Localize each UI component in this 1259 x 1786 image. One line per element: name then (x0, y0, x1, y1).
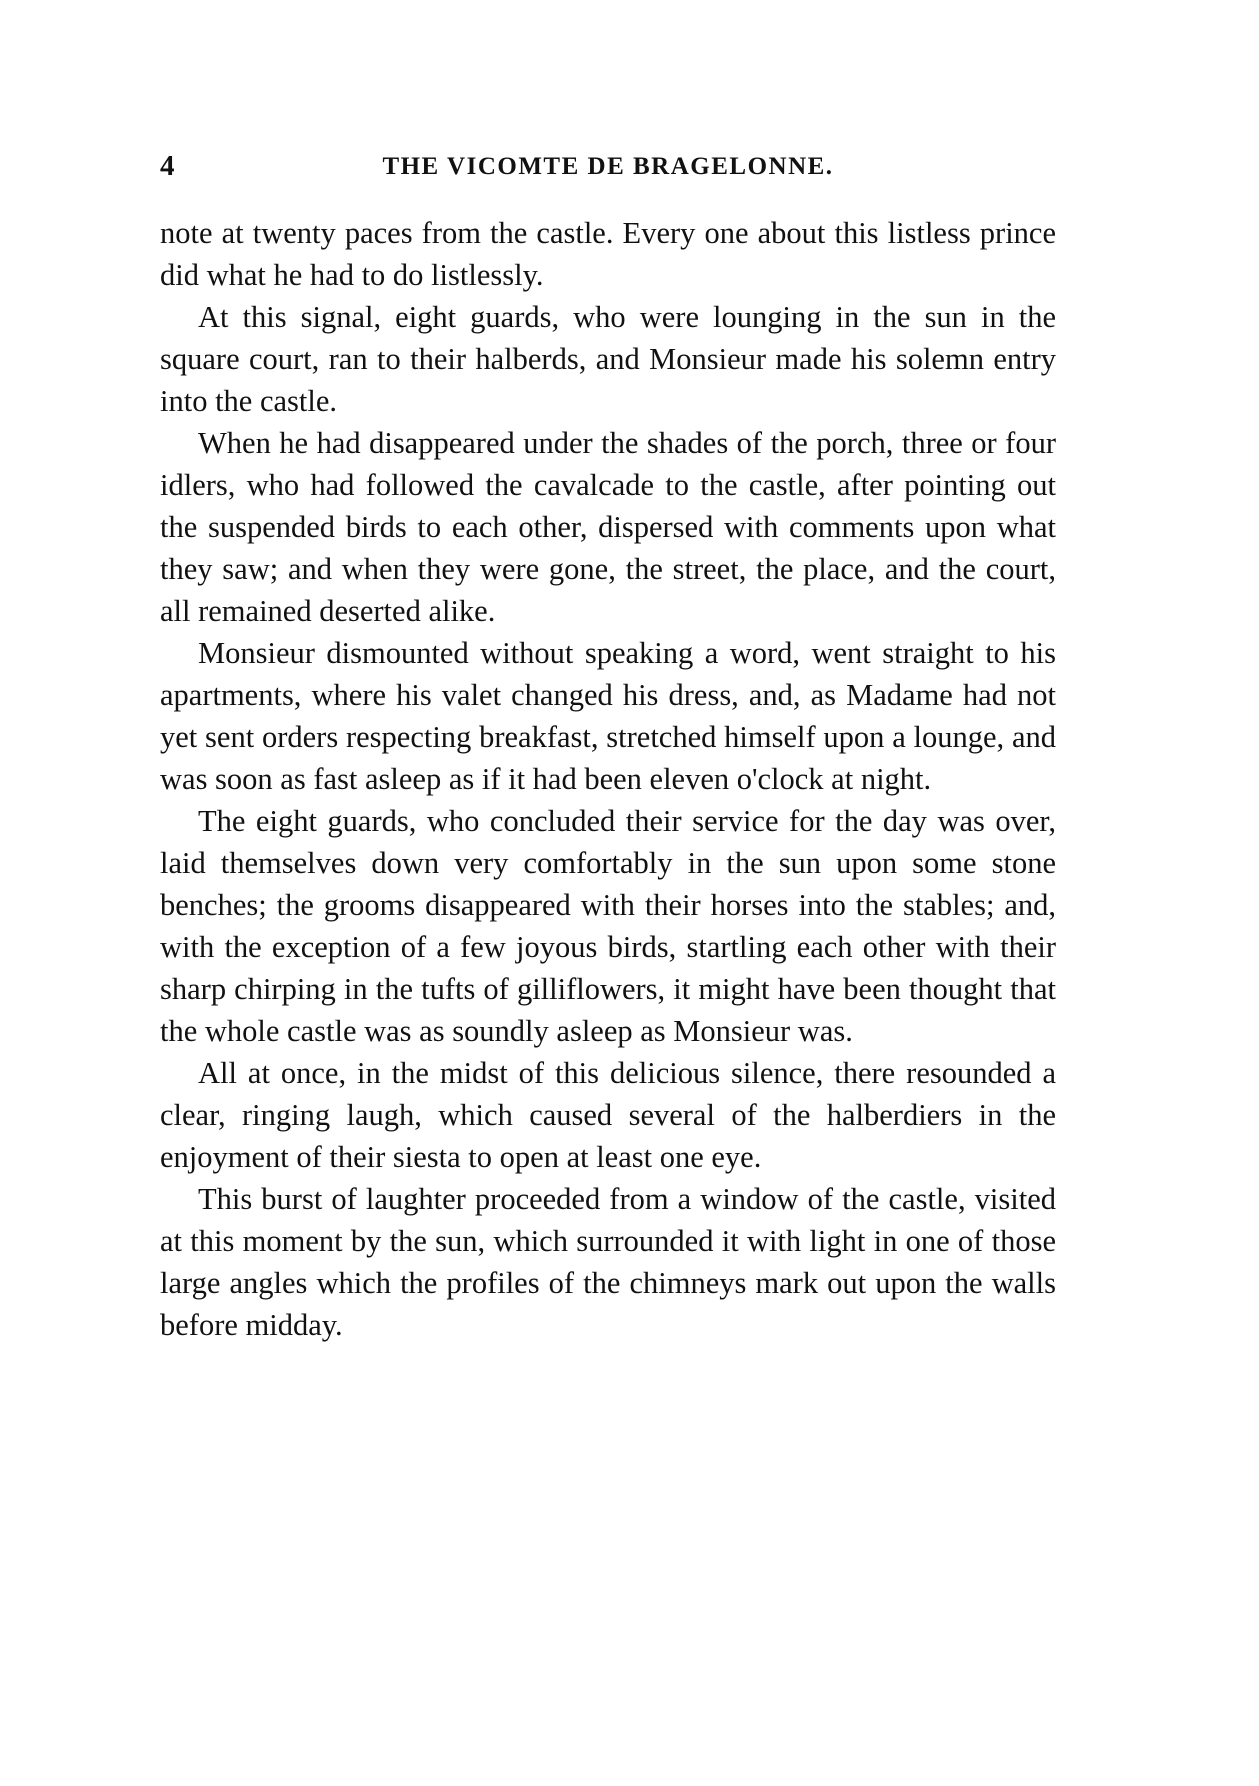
paragraph: All at once, in the midst of this delicious silence, there resounded a clear, ringing laugh, which caused several of the halberdiers in the enjoyment of their siesta to open at least one eye. (160, 1056, 1056, 1174)
paragraph: At this signal, eight guards, who were lounging in the sun in the square court, ran to their halberds, and Monsieur made his solemn entry into the castle. (160, 300, 1056, 418)
paragraph: When he had disappeared under the shades of the porch, three or four idlers, who had followed the cavalcade to the castle, after pointing out the suspended birds to each other, dispersed with comments upon what they saw; and when they were gone, the street, the place, and the court, all remained deserted alike. (160, 426, 1056, 628)
paragraph-continued: note at twenty paces from the castle. Every one about this listless prince did what he had to do listlessly. (160, 216, 1056, 292)
paragraph: Monsieur dismounted without speaking a word, went straight to his apartments, where his valet changed his dress, and, as Madame had not yet sent orders respecting breakfast, stretched himself upon a lounge, and was soon as fast asleep as if it had been eleven o'clock at night. (160, 636, 1056, 796)
paragraph: This burst of laughter proceeded from a window of the castle, visited at this moment by the sun, which surrounded it with light in one of those large angles which the profiles of the chimneys mark out upon the walls before midday. (160, 1182, 1056, 1342)
paragraph: The eight guards, who concluded their service for the day was over, laid themselves down very comfortably in the sun upon some stone benches; the grooms disappeared with their horses into the stables; and, with the exception of a few joyous birds, startling each other with their sharp chirping in the tufts of gilliflowers, it might have been thought that the whole castle was as soundly asleep as Monsieur was. (160, 804, 1056, 1048)
running-title: THE VICOMTE DE BRAGELONNE. (382, 153, 834, 180)
page-number: 4 (160, 150, 176, 182)
running-head (160, 150, 1056, 194)
body-text (160, 212, 1056, 1346)
